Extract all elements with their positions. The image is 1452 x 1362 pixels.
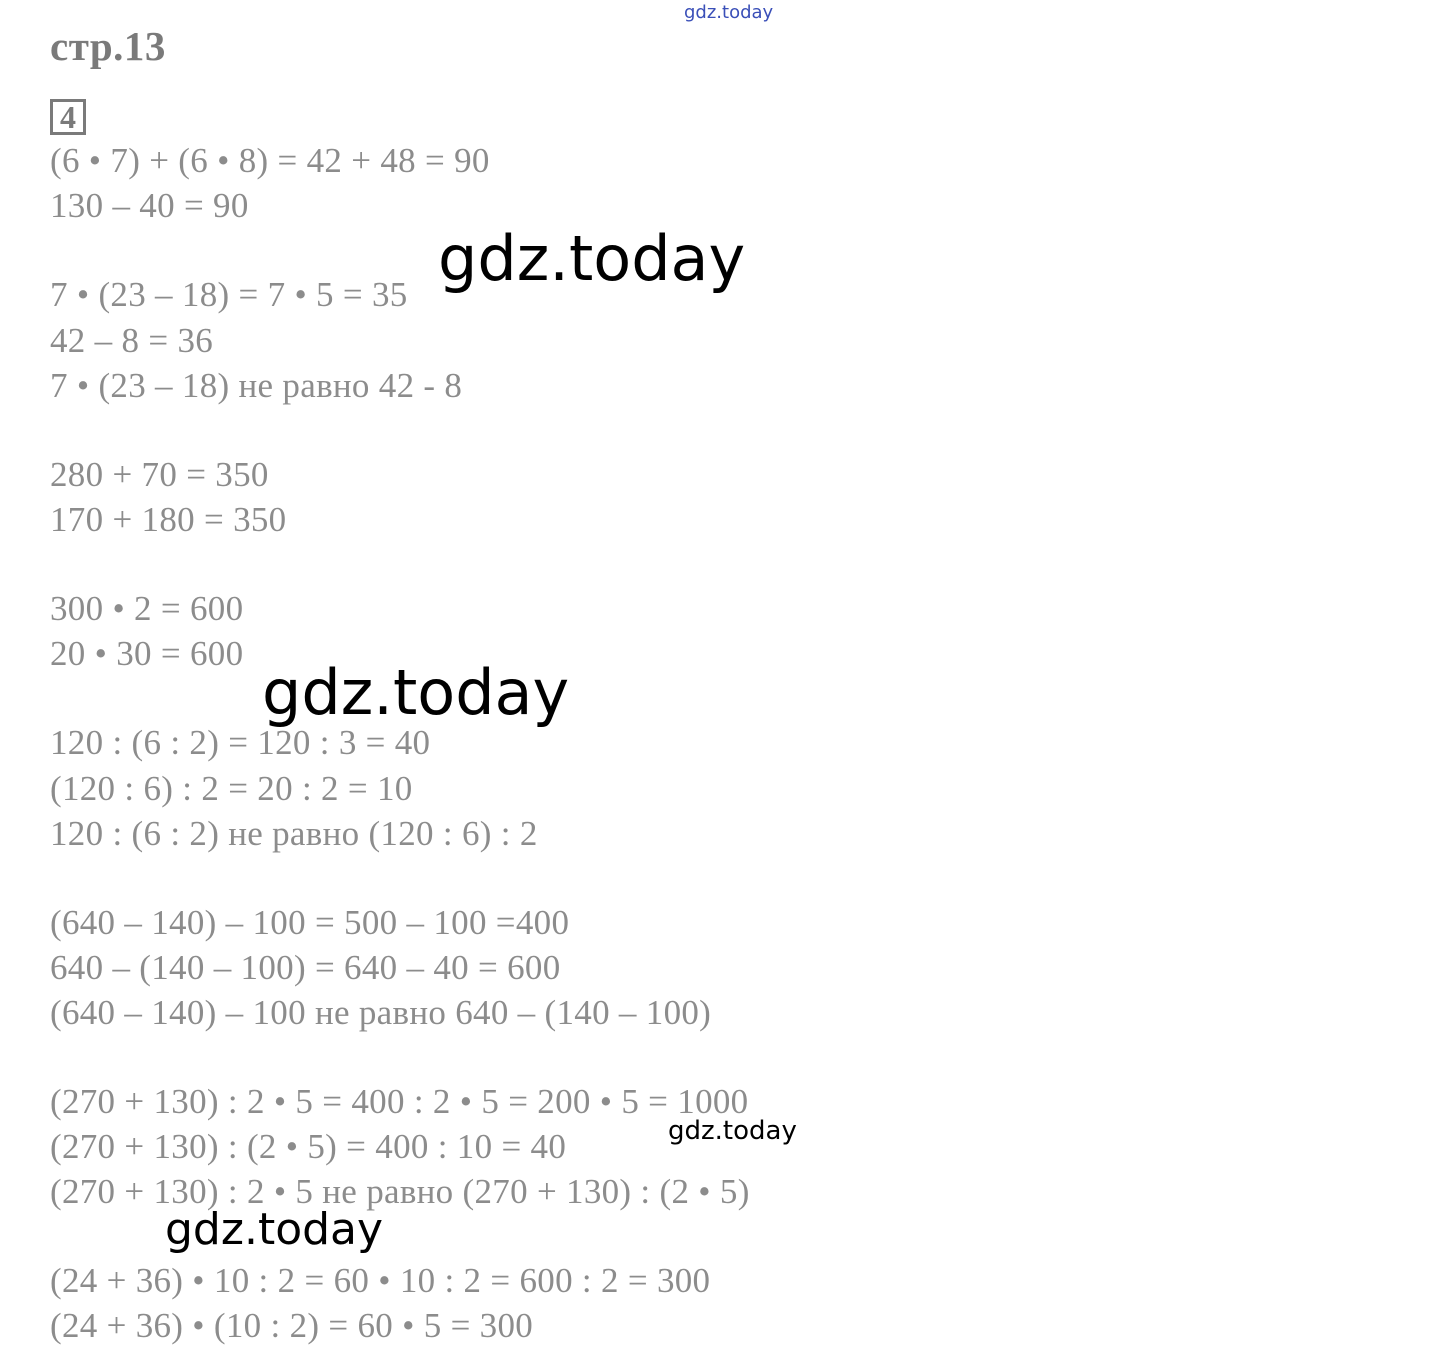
equation-line: (24 + 36) • (10 : 2) = 60 • 5 = 300: [50, 1306, 534, 1345]
equation-line: (640 – 140) – 100 не равно 640 – (140 – 100): [50, 993, 712, 1032]
equation-line: (270 + 130) : 2 • 5 не равно (270 + 130) : (2 • 5): [50, 1172, 750, 1211]
watermark: gdz.today: [165, 1204, 384, 1255]
equation-line: 120 : (6 : 2) не равно (120 : 6) : 2: [50, 814, 538, 853]
equation-line: (120 : 6) : 2 = 20 : 2 = 10: [50, 769, 413, 808]
equation-line: 640 – (140 – 100) = 640 – 40 = 600: [50, 948, 561, 987]
watermark: gdz.today: [438, 222, 746, 295]
equation-line: 20 • 30 = 600: [50, 634, 244, 673]
equation-line: (640 – 140) – 100 = 500 – 100 =400: [50, 903, 570, 942]
equation-line: 300 • 2 = 600: [50, 589, 244, 628]
task-number-box: 4: [50, 99, 86, 135]
equation-line: 130 – 40 = 90: [50, 186, 249, 225]
equation-line: 7 • (23 – 18) = 7 • 5 = 35: [50, 275, 408, 314]
equation-line: (270 + 130) : 2 • 5 = 400 : 2 • 5 = 200 • 5 = 1000: [50, 1082, 749, 1121]
equation-line: (6 • 7) + (6 • 8) = 42 + 48 = 90: [50, 141, 490, 180]
equation-line: 42 – 8 = 36: [50, 321, 214, 360]
page-title: стр.13: [50, 23, 166, 69]
equation-line: 280 + 70 = 350: [50, 455, 269, 494]
equation-line: 170 + 180 = 350: [50, 500, 287, 539]
equation-line: 120 : (6 : 2) = 120 : 3 = 40: [50, 723, 431, 762]
equation-line: 7 • (23 – 18) не равно 42 - 8: [50, 366, 463, 405]
equation-line: (24 + 36) • 10 : 2 = 60 • 10 : 2 = 600 : 2 = 300: [50, 1261, 711, 1300]
watermark-top: gdz.today: [684, 2, 774, 23]
equation-line: (270 + 130) : (2 • 5) = 400 : 10 = 40: [50, 1127, 567, 1166]
watermark: gdz.today: [262, 656, 570, 729]
watermark: gdz.today: [668, 1116, 797, 1146]
